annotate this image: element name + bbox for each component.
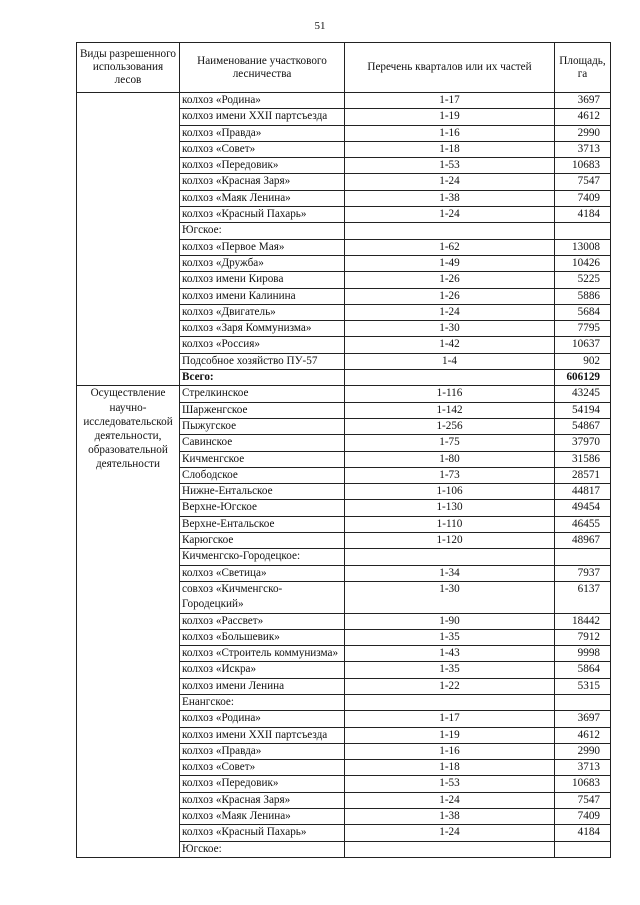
- table-row: [77, 386, 611, 402]
- area-cell: 4184: [555, 825, 611, 841]
- district-name-cell: колхоз «Искра»: [180, 662, 345, 678]
- area-cell: [555, 549, 611, 565]
- area-cell: 5684: [555, 304, 611, 320]
- district-name-cell: Верхне-Ентальское: [180, 516, 345, 532]
- district-name-cell: колхоз «Красный Пахарь»: [180, 825, 345, 841]
- quarters-cell: 1-38: [345, 809, 555, 825]
- area-cell: 28571: [555, 467, 611, 483]
- quarters-cell: 1-16: [345, 125, 555, 141]
- area-cell: 10683: [555, 776, 611, 792]
- area-cell: 43245: [555, 386, 611, 402]
- quarters-cell: 1-256: [345, 418, 555, 434]
- area-cell: 7547: [555, 792, 611, 808]
- quarters-cell: 1-4: [345, 353, 555, 369]
- area-cell: 9998: [555, 646, 611, 662]
- area-cell: 2990: [555, 125, 611, 141]
- district-name-cell: колхоз «Двигатель»: [180, 304, 345, 320]
- district-name-cell: колхоз «Заря Коммунизма»: [180, 321, 345, 337]
- area-cell: 5225: [555, 272, 611, 288]
- quarters-cell: 1-80: [345, 451, 555, 467]
- district-name-cell: Слободское: [180, 467, 345, 483]
- district-name-cell: колхоз «Дружба»: [180, 255, 345, 271]
- quarters-cell: 1-106: [345, 484, 555, 500]
- district-name-cell: колхоз «Большевик»: [180, 629, 345, 645]
- quarters-cell: 1-53: [345, 776, 555, 792]
- district-name-cell: Кичменгско-Городецкое:: [180, 549, 345, 565]
- quarters-cell: 1-35: [345, 629, 555, 645]
- area-cell: 10426: [555, 255, 611, 271]
- area-cell: 3697: [555, 93, 611, 109]
- district-name-cell: колхоз «Первое Мая»: [180, 239, 345, 255]
- total-label: Всего:: [180, 370, 345, 386]
- area-cell: 7409: [555, 809, 611, 825]
- quarters-cell: 1-26: [345, 288, 555, 304]
- table-header-row: [77, 43, 611, 93]
- quarters-cell: [345, 223, 555, 239]
- quarters-cell: 1-73: [345, 467, 555, 483]
- district-name-cell: колхоз «Родина»: [180, 711, 345, 727]
- use-type-cell-continued: [77, 93, 180, 386]
- quarters-cell: 1-43: [345, 646, 555, 662]
- district-name-cell: колхоз «Светица»: [180, 565, 345, 581]
- area-cell: 6137: [555, 581, 611, 613]
- district-name-cell: колхоз имени XXII партсъезда: [180, 109, 345, 125]
- quarters-cell: 1-142: [345, 402, 555, 418]
- total-quarters-empty: [345, 370, 555, 386]
- area-cell: 3697: [555, 711, 611, 727]
- district-name-cell: Кичменгское: [180, 451, 345, 467]
- district-name-cell: колхоз имени Кирова: [180, 272, 345, 288]
- quarters-cell: 1-35: [345, 662, 555, 678]
- area-cell: 31586: [555, 451, 611, 467]
- area-cell: 4184: [555, 207, 611, 223]
- district-name-cell: колхоз имени XXII партсъезда: [180, 727, 345, 743]
- quarters-cell: 1-62: [345, 239, 555, 255]
- area-cell: 10637: [555, 337, 611, 353]
- district-name-cell: колхоз «Маяк Ленина»: [180, 190, 345, 206]
- quarters-cell: 1-90: [345, 613, 555, 629]
- quarters-cell: 1-120: [345, 533, 555, 549]
- district-name-cell: совхоз «Кичменгско-Городецкий»: [180, 581, 345, 613]
- quarters-cell: 1-30: [345, 581, 555, 613]
- district-name-cell: колхоз имени Ленина: [180, 678, 345, 694]
- quarters-cell: 1-42: [345, 337, 555, 353]
- area-cell: 2990: [555, 743, 611, 759]
- quarters-cell: [345, 694, 555, 710]
- quarters-cell: 1-16: [345, 743, 555, 759]
- quarters-cell: 1-34: [345, 565, 555, 581]
- quarters-cell: 1-38: [345, 190, 555, 206]
- quarters-cell: 1-24: [345, 792, 555, 808]
- district-name-cell: Нижне-Ентальское: [180, 484, 345, 500]
- page-number: 51: [314, 20, 326, 32]
- area-cell: 44817: [555, 484, 611, 500]
- quarters-cell: 1-24: [345, 825, 555, 841]
- area-cell: [555, 841, 611, 857]
- district-name-cell: колхоз «Передовик»: [180, 158, 345, 174]
- area-cell: 54867: [555, 418, 611, 434]
- quarters-cell: [345, 549, 555, 565]
- quarters-cell: 1-19: [345, 109, 555, 125]
- area-cell: [555, 694, 611, 710]
- header-area: Площадь, га: [555, 43, 611, 93]
- quarters-cell: 1-24: [345, 304, 555, 320]
- area-cell: 3713: [555, 141, 611, 157]
- area-cell: 7795: [555, 321, 611, 337]
- quarters-cell: 1-17: [345, 711, 555, 727]
- quarters-cell: 1-30: [345, 321, 555, 337]
- district-name-cell: Савинское: [180, 435, 345, 451]
- district-name-cell: Верхне-Югское: [180, 500, 345, 516]
- district-name-cell: колхоз «Россия»: [180, 337, 345, 353]
- area-cell: 7409: [555, 190, 611, 206]
- header-use-type: Виды разрешенного использования лесов: [77, 43, 180, 93]
- header-district-name: Наименование участкового лесничества: [180, 43, 345, 93]
- district-name-cell: колхоз «Правда»: [180, 125, 345, 141]
- quarters-cell: 1-18: [345, 760, 555, 776]
- area-cell: 3713: [555, 760, 611, 776]
- forest-use-table: [76, 42, 611, 858]
- quarters-cell: 1-17: [345, 93, 555, 109]
- quarters-cell: 1-130: [345, 500, 555, 516]
- quarters-cell: 1-24: [345, 174, 555, 190]
- area-cell: 10683: [555, 158, 611, 174]
- area-cell: 13008: [555, 239, 611, 255]
- quarters-cell: 1-26: [345, 272, 555, 288]
- district-name-cell: колхоз «Правда»: [180, 743, 345, 759]
- total-area: 606129: [555, 370, 611, 386]
- area-cell: 5864: [555, 662, 611, 678]
- area-cell: 46455: [555, 516, 611, 532]
- area-cell: 5315: [555, 678, 611, 694]
- district-name-cell: колхоз «Строитель коммунизма»: [180, 646, 345, 662]
- district-name-cell: колхоз «Передовик»: [180, 776, 345, 792]
- quarters-cell: 1-19: [345, 727, 555, 743]
- area-cell: 4612: [555, 727, 611, 743]
- district-name-cell: колхоз «Маяк Ленина»: [180, 809, 345, 825]
- area-cell: 18442: [555, 613, 611, 629]
- district-name-cell: колхоз «Красная Заря»: [180, 792, 345, 808]
- district-name-cell: колхоз «Рассвет»: [180, 613, 345, 629]
- district-name-cell: Карюгское: [180, 533, 345, 549]
- district-name-cell: Стрелкинское: [180, 386, 345, 402]
- district-name-cell: Шарженгское: [180, 402, 345, 418]
- area-cell: [555, 223, 611, 239]
- area-cell: 7912: [555, 629, 611, 645]
- quarters-cell: [345, 841, 555, 857]
- area-cell: 48967: [555, 533, 611, 549]
- district-name-cell: колхоз «Совет»: [180, 760, 345, 776]
- header-quarters: Перечень кварталов или их частей: [345, 43, 555, 93]
- use-type-research-education: Осуществление научно-исследовательской деятельности, образовательной деятельности: [77, 386, 180, 858]
- quarters-cell: 1-75: [345, 435, 555, 451]
- district-name-cell: Енангское:: [180, 694, 345, 710]
- quarters-cell: 1-24: [345, 207, 555, 223]
- table-row: [77, 93, 611, 109]
- table-body: [77, 93, 611, 858]
- area-cell: 54194: [555, 402, 611, 418]
- district-name-cell: колхоз «Совет»: [180, 141, 345, 157]
- area-cell: 5886: [555, 288, 611, 304]
- district-name-cell: колхоз «Родина»: [180, 93, 345, 109]
- quarters-cell: 1-22: [345, 678, 555, 694]
- area-cell: 902: [555, 353, 611, 369]
- quarters-cell: 1-110: [345, 516, 555, 532]
- district-name-cell: Подсобное хозяйство ПУ-57: [180, 353, 345, 369]
- area-cell: 7547: [555, 174, 611, 190]
- area-cell: 7937: [555, 565, 611, 581]
- district-name-cell: колхоз имени Калинина: [180, 288, 345, 304]
- district-name-cell: Югское:: [180, 223, 345, 239]
- quarters-cell: 1-53: [345, 158, 555, 174]
- district-name-cell: Югское:: [180, 841, 345, 857]
- district-name-cell: колхоз «Красная Заря»: [180, 174, 345, 190]
- area-cell: 49454: [555, 500, 611, 516]
- district-name-cell: колхоз «Красный Пахарь»: [180, 207, 345, 223]
- quarters-cell: 1-116: [345, 386, 555, 402]
- quarters-cell: 1-18: [345, 141, 555, 157]
- district-name-cell: Пыжугское: [180, 418, 345, 434]
- area-cell: 37970: [555, 435, 611, 451]
- quarters-cell: 1-49: [345, 255, 555, 271]
- area-cell: 4612: [555, 109, 611, 125]
